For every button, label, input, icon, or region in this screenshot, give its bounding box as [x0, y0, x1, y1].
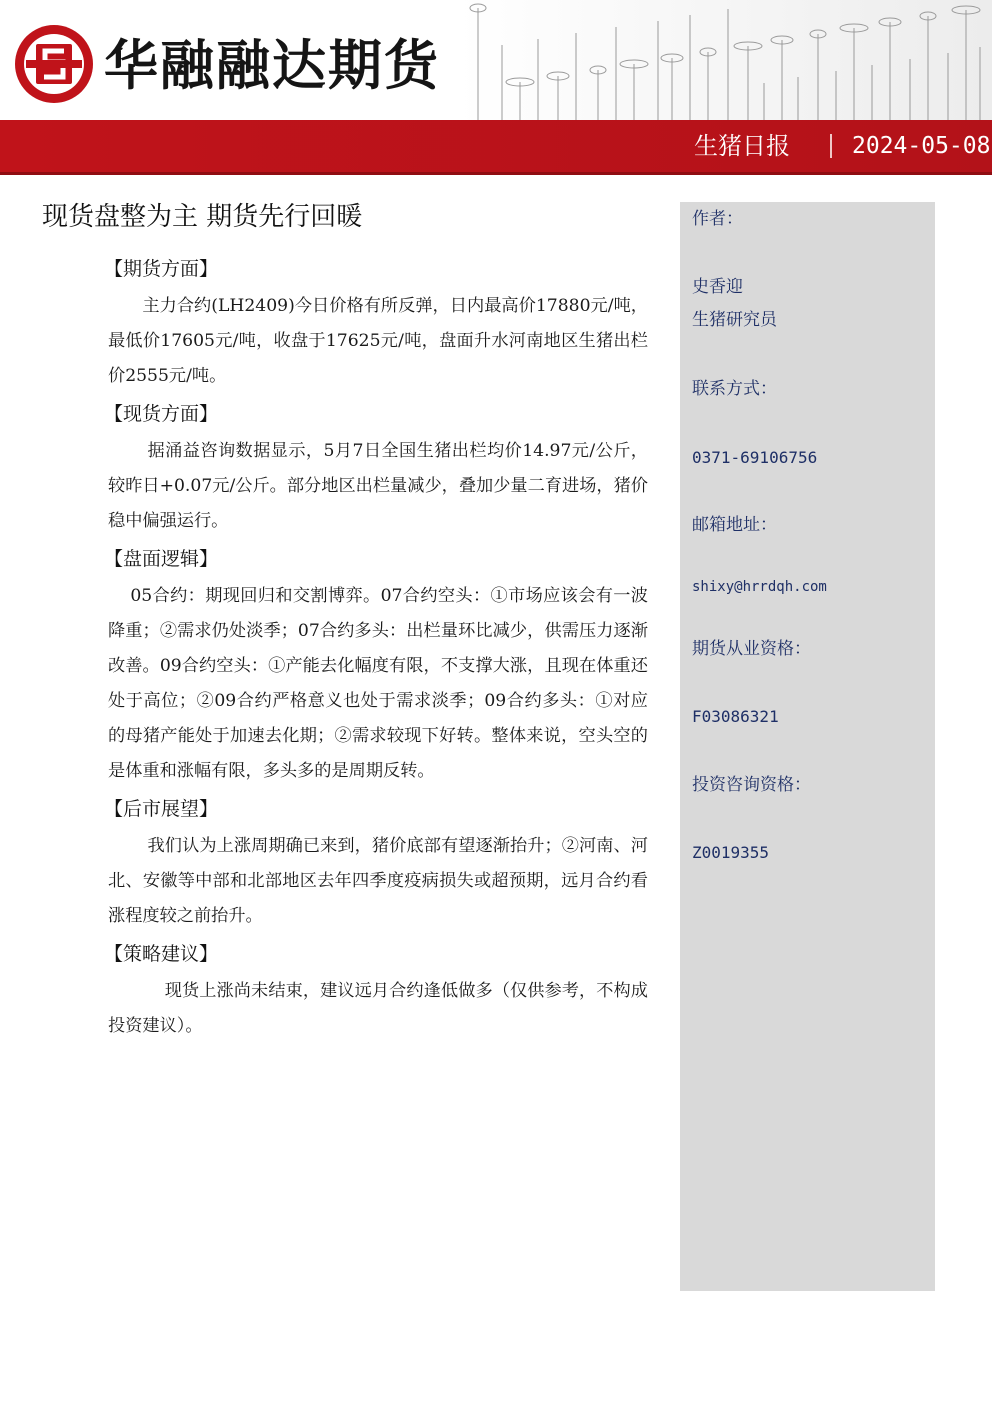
header-red-bar — [0, 120, 992, 172]
brand-name: 华融融达期货 — [104, 34, 440, 97]
section-outlook — [104, 792, 648, 934]
futures-cert-number: F03086321 — [692, 707, 779, 726]
report-body — [104, 252, 648, 1047]
email-address[interactable]: shixy@hrrdqh.com — [692, 579, 827, 595]
section-paragraph: 我们认为上涨周期确已来到，猪价底部有望逐渐抬升；②河南、河北、安徽等中部和北部地区去年四季度疫病损失或超预期，远月合约看涨程度较之前抬升。 — [108, 836, 648, 926]
section-spot — [104, 397, 648, 539]
author-title: 生猪研究员 — [692, 310, 777, 330]
section-heading: 【现货方面】 — [104, 403, 219, 425]
author-sidebar — [680, 202, 935, 1291]
futures-cert-label: 期货从业资格： — [692, 639, 811, 659]
contact-label: 联系方式： — [692, 379, 777, 399]
company-logo-icon — [12, 22, 96, 106]
author-label: 作者： — [692, 209, 743, 229]
contact-phone: 0371-69106756 — [692, 448, 818, 467]
section-strategy — [104, 937, 648, 1044]
section-heading: 【期货方面】 — [104, 258, 219, 280]
section-paragraph: 现货上涨尚未结束，建议远月合约逢低做多（仅供参考，不构成投资建议）。 — [108, 981, 648, 1036]
invest-cert-label: 投资咨询资格： — [692, 775, 811, 795]
section-paragraph: 据涌益咨询数据显示，5月7日全国生猪出栏均价14.97元/公斤，较昨日+0.07元/公斤。部分地区出栏量减少，叠加少量二育进场，猪价稳中偏强运行。 — [108, 441, 648, 531]
report-header — [0, 0, 992, 175]
section-logic — [104, 542, 648, 789]
report-title: 现货盘整为主 期货先行回暖 — [42, 202, 363, 232]
section-paragraph: 主力合约(LH2409)今日价格有所反弹，日内最高价17880元/吨，最低价17605元/吨，收盘于17625元/吨，盘面升水河南地区生猪出栏价2555元/吨。 — [108, 296, 648, 386]
section-heading: 【策略建议】 — [104, 943, 219, 965]
section-futures — [104, 252, 648, 394]
section-heading: 【盘面逻辑】 — [104, 548, 219, 570]
section-paragraph: 05合约：期现回归和交割博弈。07合约空头：①市场应该会有一波降重；②需求仍处淡季；07合约多头：出栏量环比减少，供需压力逐渐改善。09合约空头：①产能去化幅度有限，不支撑大涨，且现在体重还处于高位；②09合约严格意义也处于需求淡季；09合约多头：①对应的母猪产能处于加速去化期；②需求较现下好转。整体来说，空头空的是体重和涨幅有限，多头多的是周期反转。 — [108, 586, 648, 781]
report-date: 2024-05-08 — [852, 133, 991, 159]
report-type: 生猪日报 — [694, 132, 790, 160]
header-red-bar-edge — [0, 172, 992, 175]
email-label: 邮箱地址： — [692, 515, 777, 535]
header-decoration — [458, 0, 992, 120]
section-heading: 【后市展望】 — [104, 798, 219, 820]
header-separator — [830, 134, 832, 158]
invest-cert-number: Z0019355 — [692, 843, 770, 862]
author-name: 史香迎 — [692, 277, 743, 297]
